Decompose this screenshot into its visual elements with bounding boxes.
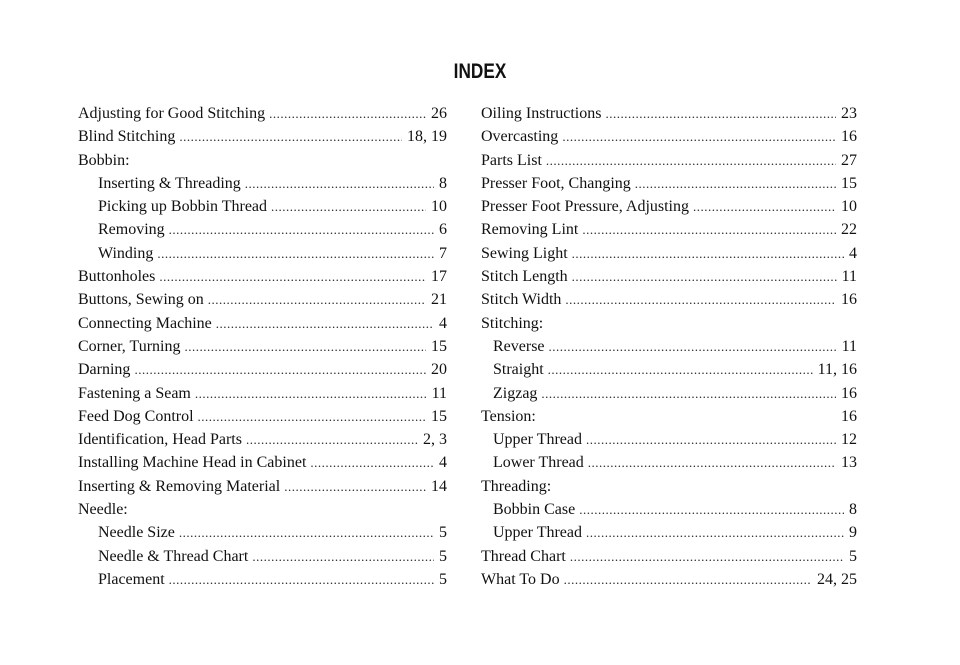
entry-page: 5 — [439, 570, 447, 588]
index-entry — [78, 288, 447, 311]
index-entry — [481, 498, 857, 521]
index-column-left — [78, 102, 447, 591]
index-entry — [481, 475, 857, 498]
entry-page: 9 — [849, 524, 857, 542]
entry-label: Bobbin Case — [493, 501, 576, 519]
index-entry — [78, 568, 447, 591]
dot-leader — [588, 451, 836, 474]
entry-label: Installing Machine Head in Cabinet — [78, 454, 307, 472]
dot-leader — [562, 125, 836, 148]
entry-label: Feed Dog Control — [78, 407, 194, 425]
dot-leader — [284, 475, 426, 498]
index-entry — [78, 218, 447, 241]
entry-label: Upper Thread — [493, 431, 582, 449]
entry-label: Darning — [78, 361, 131, 379]
entry-page: 10 — [841, 198, 857, 216]
dot-leader — [198, 405, 426, 428]
entry-label: Stitch Width — [481, 291, 562, 309]
entry-page: 7 — [439, 244, 447, 262]
index-entry — [481, 405, 857, 428]
index-entry — [481, 242, 857, 265]
dot-leader — [179, 125, 402, 148]
index-entry — [481, 335, 857, 358]
index-entry — [78, 451, 447, 474]
index-entry — [78, 475, 447, 498]
dot-leader — [546, 149, 836, 172]
dot-leader — [195, 382, 427, 405]
entry-page: 5 — [439, 547, 447, 565]
dot-leader — [605, 102, 836, 125]
entry-label: Fastening a Seam — [78, 384, 191, 402]
index-entry — [78, 242, 447, 265]
entry-label: Bobbin: — [78, 151, 130, 169]
entry-label: Thread Chart — [481, 547, 566, 565]
entry-page: 13 — [841, 454, 857, 472]
entry-label: Zigzag — [493, 384, 538, 402]
entry-page: 26 — [431, 105, 447, 122]
entry-label: Placement — [98, 570, 165, 588]
dot-leader — [572, 242, 844, 265]
entry-label: Blind Stitching — [78, 128, 176, 146]
entry-label: Parts List — [481, 151, 542, 169]
index-entry — [481, 521, 857, 544]
dot-leader — [271, 195, 426, 218]
dot-leader — [134, 358, 426, 381]
index-entry — [78, 195, 447, 218]
entry-page: 21 — [431, 291, 447, 309]
dot-leader — [541, 382, 836, 405]
index-entry — [78, 545, 447, 568]
index-entry — [78, 335, 447, 358]
dot-leader — [310, 451, 434, 474]
page-title: INDEX — [453, 60, 507, 83]
entry-label: What To Do — [481, 570, 560, 588]
entry-page: 6 — [439, 221, 447, 239]
entry-label: Adjusting for Good Stitching — [78, 105, 266, 122]
entry-label: Needle: — [78, 501, 128, 519]
entry-page: 10 — [431, 198, 447, 216]
dot-leader — [586, 428, 836, 451]
entry-label: Lower Thread — [493, 454, 584, 472]
entry-page: 12 — [841, 431, 857, 449]
index-entry — [78, 405, 447, 428]
entry-page: 23 — [841, 105, 857, 122]
entry-label: Removing — [98, 221, 165, 239]
entry-label: Buttonholes — [78, 268, 156, 286]
entry-label: Corner, Turning — [78, 337, 181, 355]
index-entry — [78, 428, 447, 451]
entry-page: 15 — [841, 174, 857, 192]
entry-page: 16 — [841, 384, 857, 402]
entry-label: Reverse — [493, 337, 545, 355]
index-entry — [78, 102, 447, 125]
entry-page: 4 — [439, 454, 447, 472]
index-entry — [481, 102, 857, 125]
index-entry — [481, 312, 857, 335]
entry-label: Connecting Machine — [78, 314, 212, 332]
entry-page: 27 — [841, 151, 857, 169]
entry-label: Threading: — [481, 477, 552, 495]
entry-page: 5 — [849, 547, 857, 565]
index-entry — [481, 382, 857, 405]
entry-label: Needle & Thread Chart — [98, 547, 249, 565]
entry-label: Inserting & Removing Material — [78, 477, 281, 495]
dot-leader — [169, 218, 434, 241]
dot-leader — [635, 172, 836, 195]
entry-page: 17 — [431, 268, 447, 286]
entry-label: Buttons, Sewing on — [78, 291, 204, 309]
dot-leader — [159, 265, 426, 288]
index-entry — [78, 265, 447, 288]
index-entry — [481, 195, 857, 218]
dot-leader — [564, 568, 812, 591]
dot-leader — [157, 242, 434, 265]
entry-label: Removing Lint — [481, 221, 579, 239]
entry-page: 4 — [439, 314, 447, 332]
dot-leader — [579, 498, 844, 521]
dot-leader — [179, 521, 434, 544]
entry-page: 8 — [849, 501, 857, 519]
index-entry — [78, 172, 447, 195]
dot-leader — [570, 545, 844, 568]
entry-label: Presser Foot Pressure, Adjusting — [481, 198, 689, 216]
entry-label: Sewing Light — [481, 244, 568, 262]
dot-leader — [549, 335, 837, 358]
entry-label: Identification, Head Parts — [78, 431, 242, 449]
dot-leader — [252, 545, 434, 568]
entry-label: Stitching: — [481, 314, 544, 332]
index-entry — [481, 125, 857, 148]
entry-page: 22 — [841, 221, 857, 239]
entry-label: Tension: — [481, 407, 536, 425]
index-entry — [78, 312, 447, 335]
entry-page: 24, 25 — [817, 570, 857, 588]
entry-page: 16 — [841, 128, 857, 146]
index-entry — [78, 358, 447, 381]
entry-page: 11, 16 — [817, 361, 857, 379]
entry-page: 4 — [849, 244, 857, 262]
dot-leader — [565, 288, 836, 311]
entry-page: 20 — [431, 361, 447, 379]
index-column-right — [481, 102, 857, 591]
index-entry — [481, 218, 857, 241]
entry-page: 2, 3 — [423, 431, 447, 449]
index-entry — [78, 498, 447, 521]
dot-leader — [548, 358, 813, 381]
entry-label: Stitch Length — [481, 268, 568, 286]
index-entry — [481, 358, 857, 381]
index-entry — [78, 125, 447, 148]
dot-leader — [586, 521, 844, 544]
dot-leader — [169, 568, 434, 591]
entry-page: 5 — [439, 524, 447, 542]
entry-page: 18, 19 — [407, 128, 447, 146]
index-entry — [481, 545, 857, 568]
index-entry — [481, 149, 857, 172]
dot-leader — [245, 172, 434, 195]
entry-page: 16 — [841, 407, 857, 425]
entry-label: Presser Foot, Changing — [481, 174, 631, 192]
entry-page: 11 — [841, 337, 857, 355]
dot-leader — [582, 218, 836, 241]
entry-page: 11 — [841, 268, 857, 286]
dot-leader — [246, 428, 418, 451]
dot-leader — [184, 335, 426, 358]
index-entry — [481, 428, 857, 451]
dot-leader — [208, 288, 426, 311]
entry-label: Upper Thread — [493, 524, 582, 542]
entry-page: 11 — [431, 384, 447, 402]
entry-page: 14 — [431, 477, 447, 495]
entry-label: Winding — [98, 244, 154, 262]
entry-page: 8 — [439, 174, 447, 192]
index-entry — [481, 451, 857, 474]
entry-label: Inserting & Threading — [98, 174, 241, 192]
index-entry — [78, 149, 447, 172]
entry-page: 16 — [841, 291, 857, 309]
index-entry — [481, 172, 857, 195]
index-entry — [481, 265, 857, 288]
entry-page: 15 — [431, 407, 447, 425]
entry-label: Picking up Bobbin Thread — [98, 198, 268, 216]
index-entry — [78, 382, 447, 405]
dot-leader — [216, 312, 434, 335]
entry-label: Straight — [493, 361, 544, 379]
dot-leader — [269, 102, 426, 125]
entry-label: Needle Size — [98, 524, 175, 542]
dot-leader — [693, 195, 836, 218]
entry-label: Overcasting — [481, 128, 559, 146]
entry-label: Oiling Instructions — [481, 105, 602, 122]
dot-leader — [572, 265, 837, 288]
index-entry — [78, 521, 447, 544]
entry-page: 15 — [431, 337, 447, 355]
index-entry — [481, 288, 857, 311]
index-entry — [481, 568, 857, 591]
